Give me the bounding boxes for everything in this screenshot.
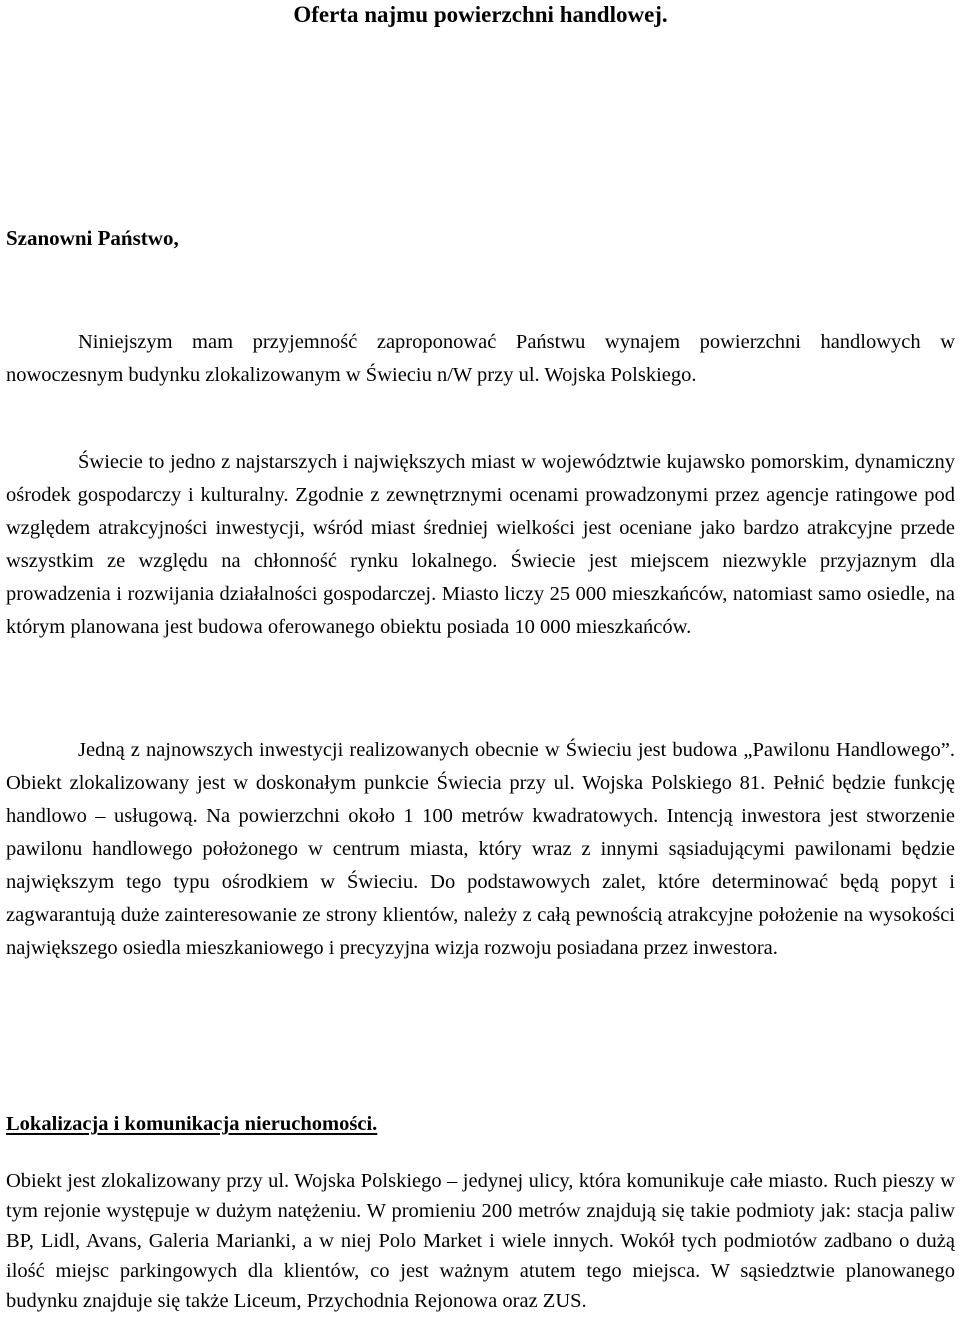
investment-paragraph: Jedną z najnowszych inwestycji realizowanych obecnie w Świeciu jest budowa „Pawilonu Handlowego”. Obiekt zlokalizowany jest w doskonałym punkcie Świecia przy ul. Wojska Polskiego 81. Pełnić będzie funkcję handlowo – usługową. Na powierzchni około 1 100 metrów kwadratowych. Intencją inwestora jest stworzenie pawilonu handlowego położonego w centrum miasta, który wraz z innymi sąsiadującymi pawilonami będzie największym tego typu ośrodkiem w Świeciu. Do podstawowych zalet, które determinować będą popyt i zagwarantują duże zainteresowanie ze strony klientów, należy z całą pewnością atrakcyjne położenie na wysokości największego osiedla mieszkaniowego i precyzyjna wizja rozwoju posiadana przez inwestora. [6, 739, 955, 959]
section-heading-location: Lokalizacja i komunikacja nieruchomości. [6, 1113, 378, 1135]
salutation: Szanowni Państwo, [6, 226, 179, 250]
intro-paragraph: Niniejszym mam przyjemność zaproponować Państwu wynajem powierzchni handlowych w nowoczesnym budynku zlokalizowanym w Świeciu n/W przy ul. Wojska Polskiego. [6, 331, 955, 386]
city-description-paragraph: Świecie to jedno z najstarszych i największych miast w województwie kujawsko pomorskim, dynamiczny ośrodek gospodarczy i kulturalny. Zgodnie z zewnętrznymi ocenami prowadzonymi przez agencje ratingowe pod względem atrakcyjności inwestycji, wśród miast średniej wielkości jest oceniane jako bardzo atrakcyjne przede wszystkim ze względu na chłonność rynku lokalnego. Świecie jest miejscem niezwykle przyjaznym dla prowadzenia i rozwijania działalności gospodarczej. Miasto liczy 25 000 mieszkańców, natomiast samo osiedle, na którym planowana jest budowa oferowanego obiektu posiada 10 000 mieszkańców. [6, 451, 955, 638]
document-title: Oferta najmu powierzchni handlowej. [293, 2, 668, 27]
location-paragraph: Obiekt jest zlokalizowany przy ul. Wojska Polskiego – jedynej ulicy, która komunikuje całe miasto. Ruch pieszy w tym rejonie występuje w dużym natężeniu. W promieniu 200 metrów znajdują się takie podmioty jak: stacja paliw BP, Lidl, Avans, Galeria Marianki, a w niej Polo Market i wiele innych. Wokół tych podmiotów zadbano o dużą ilość miejsc parkingowych dla klientów, co jest ważnym atutem tego miejsca. W sąsiedztwie planowanego budynku znajduje się także Liceum, Przychodnia Rejonowa oraz ZUS. [6, 1170, 955, 1312]
